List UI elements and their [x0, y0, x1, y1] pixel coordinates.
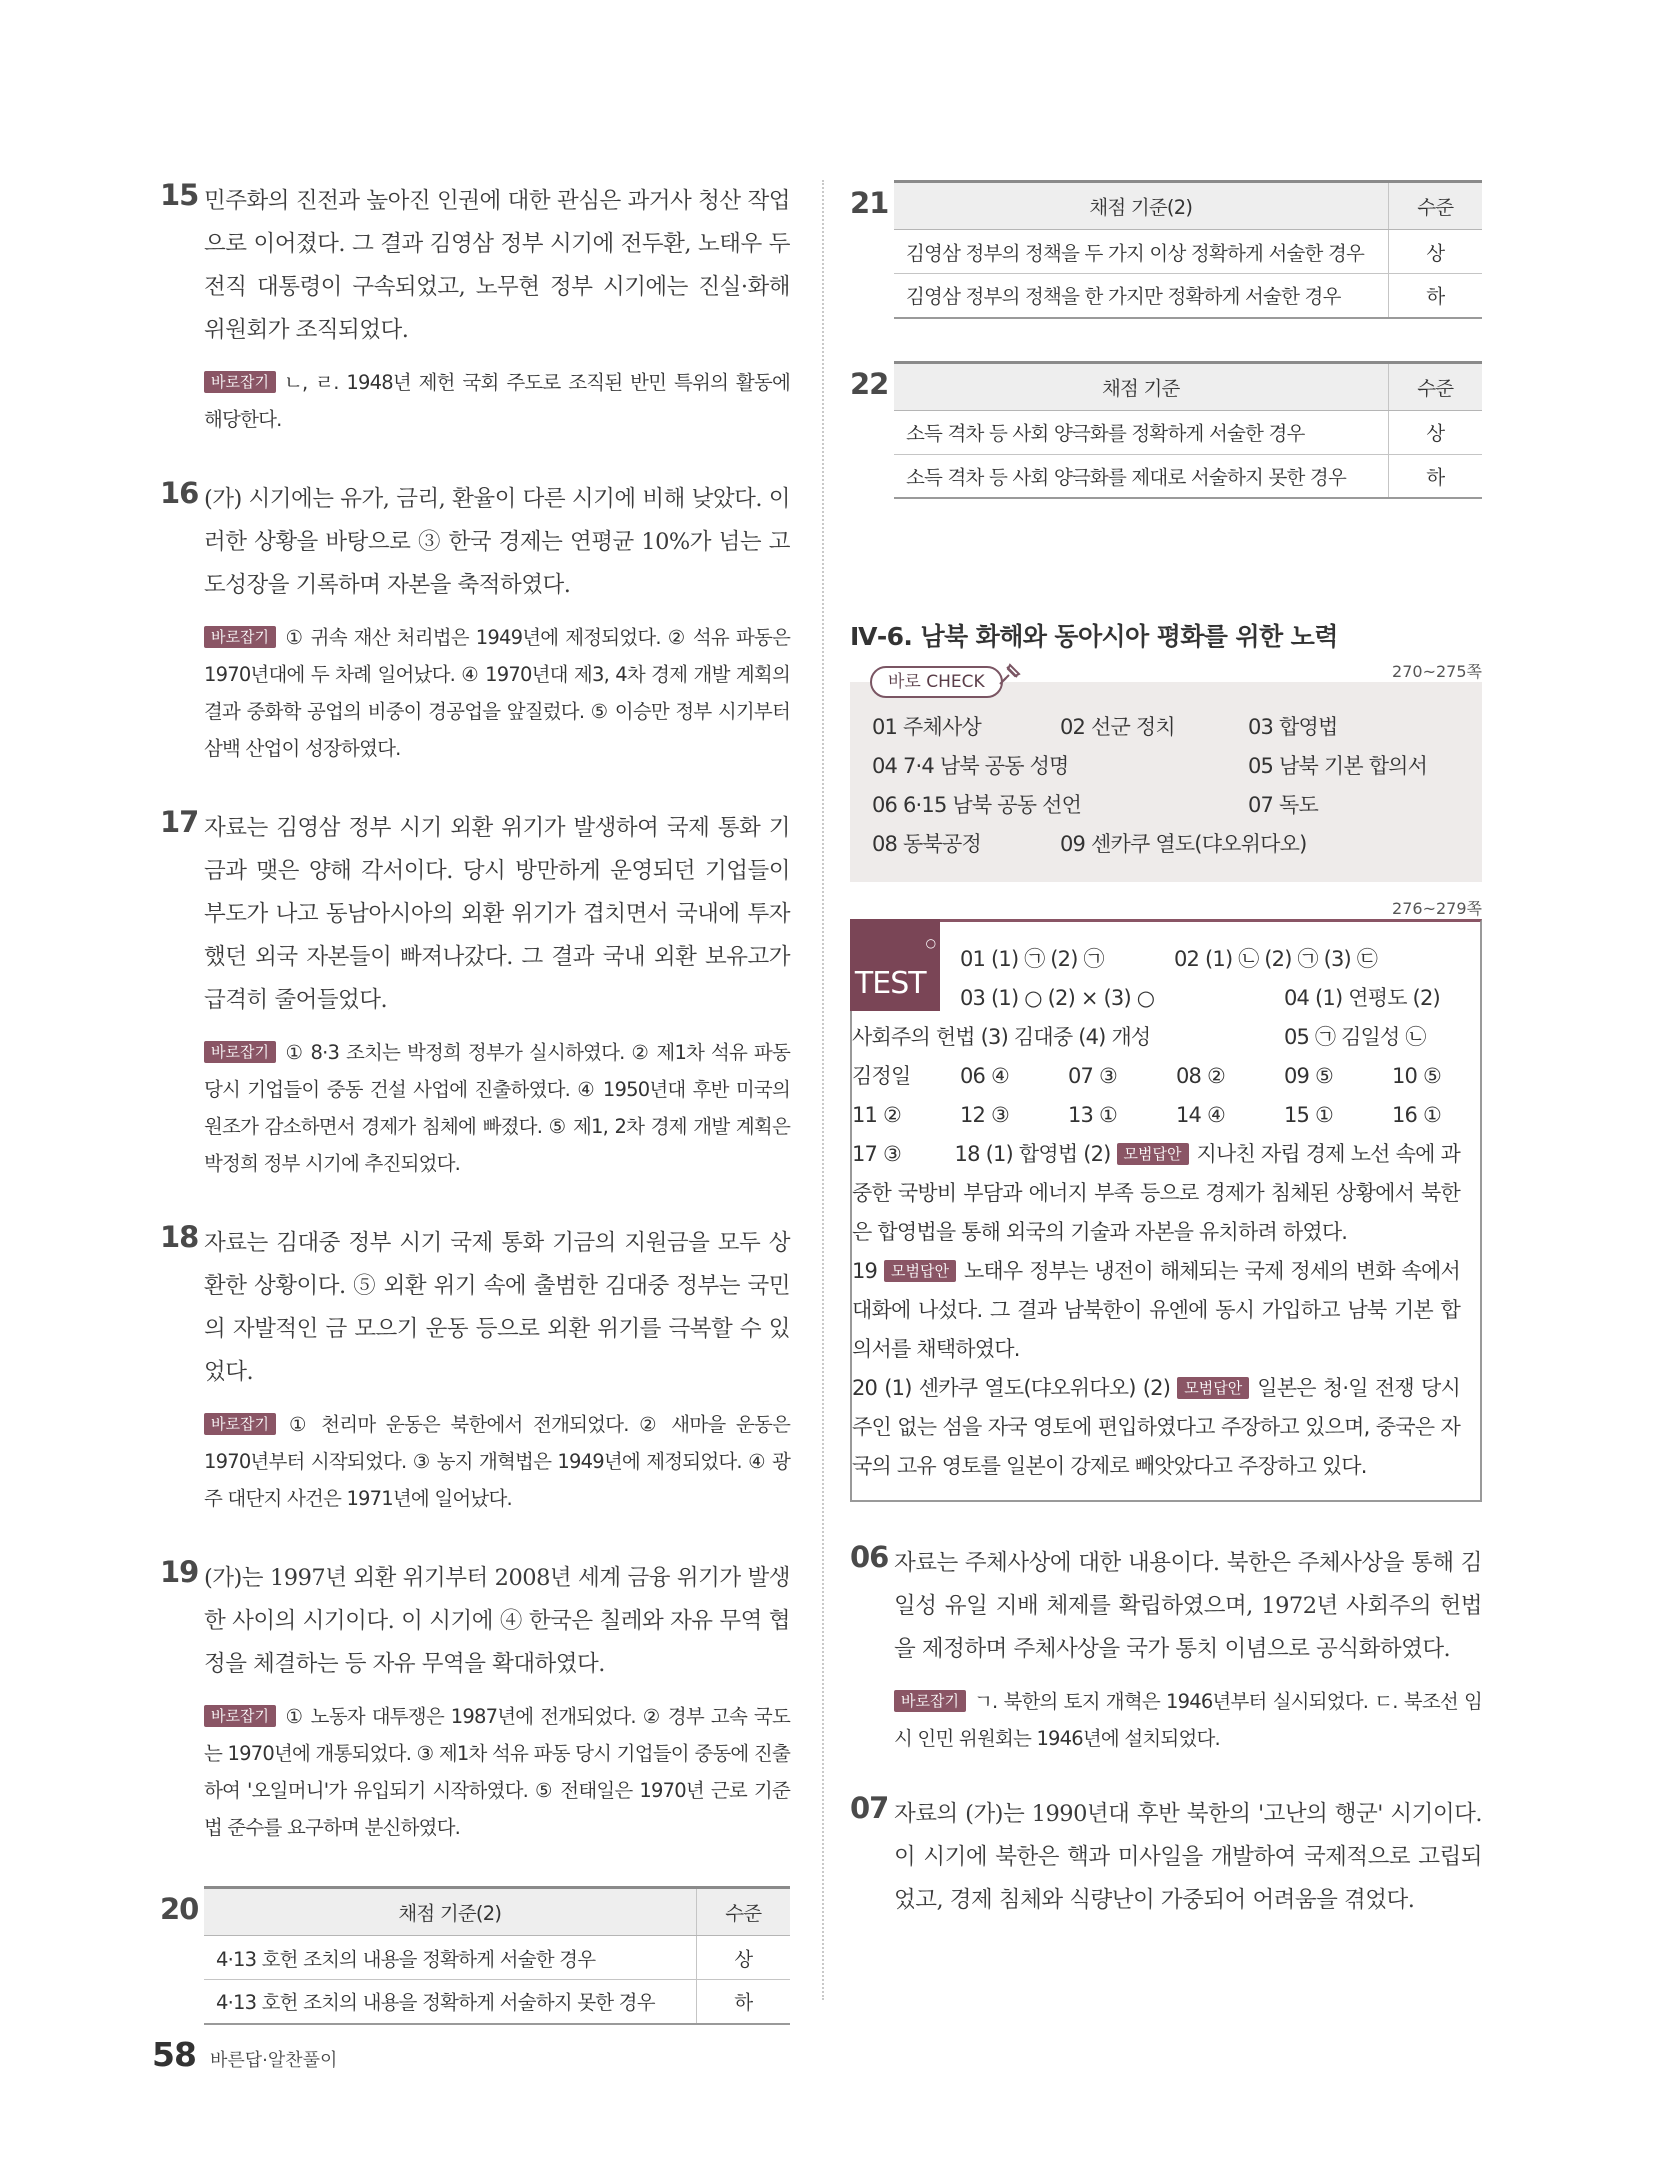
check-item: 03 합영법	[1248, 715, 1338, 739]
correction-tag: 바로잡기	[204, 371, 276, 393]
model-answer-tag: 모범답안	[1177, 1377, 1249, 1399]
level-cell: 상	[1388, 410, 1482, 454]
correction-text: ㄱ. 북한의 토지 개혁은 1946년부터 실시되었다. ㄷ. 북조선 임시 인민 위원회는 1946년에 설치되었다.	[894, 1690, 1482, 1750]
question-22	[850, 361, 1482, 500]
criteria-header: 채점 기준(2)	[204, 1888, 696, 1936]
question-07	[850, 1793, 1482, 1922]
correction-note	[204, 1698, 790, 1846]
section-title: Ⅳ-6. 남북 화해와 동아시아 평화를 위한 노력	[850, 622, 1338, 651]
right-column	[850, 180, 1482, 1922]
table-row	[894, 410, 1482, 454]
question-19	[160, 1557, 790, 1846]
question-18	[160, 1222, 790, 1517]
question-number: 21	[850, 186, 889, 220]
question-number: 18	[160, 1220, 199, 1254]
question-number: 19	[160, 1555, 199, 1589]
page-range-check: 270~275쪽	[1392, 662, 1482, 681]
question-number: 06	[850, 1540, 889, 1574]
answer-explanation: 자료는 주체사상에 대한 내용이다. 북한은 주체사상을 통해 김일성 유일 지배 체제를 확립하였으며, 1972년 사회주의 헌법을 제정하며 주체사상을 국가 통치 이념으로 공식화하였다.	[894, 1550, 1482, 1662]
question-17	[160, 807, 790, 1182]
check-row	[872, 825, 1460, 864]
question-number: 22	[850, 366, 889, 401]
column-divider	[822, 180, 824, 2000]
book-title: 바른답·알찬풀이	[209, 2050, 338, 2071]
correction-note	[204, 1406, 790, 1517]
check-item: 01 주체사상	[872, 715, 981, 739]
correction-note	[204, 364, 790, 438]
check-badge: 바로 CHECK	[870, 666, 1003, 698]
question-number: 16	[160, 476, 199, 510]
answer-explanation: 자료의 (가)는 1990년대 후반 북한의 '고난의 행군' 시기이다. 이 시기에 북한은 핵과 미사일을 개발하여 국제적으로 고립되었고, 경제 침체와 식량난이 가중되어 어려움을 겪었다.	[894, 1801, 1482, 1913]
level-header: 수준	[1388, 362, 1482, 410]
criteria-header: 채점 기준	[894, 362, 1388, 410]
check-item: 05 남북 기본 합의서	[1248, 754, 1428, 778]
correction-tag: 바로잡기	[204, 1041, 276, 1063]
criteria-header: 채점 기준(2)	[894, 182, 1388, 230]
level-cell: 상	[1388, 230, 1482, 274]
answer-explanation: 자료는 김영삼 정부 시기 외환 위기가 발생하여 국제 통화 기금과 맺은 양해 각서이다. 당시 방만하게 운영되던 기업들이 부도가 나고 동남아시아의 외환 위기가 겹치면서 국내에 투자했던 외국 자본들이 빠져나갔다. 그 결과 국내 외환 보유고가 급격히 줄어들었다.	[204, 815, 790, 1013]
answer-explanation: 자료는 김대중 정부 시기 국제 통화 기금의 지원금을 모두 상환한 상황이다. ⑤ 외환 위기 속에 출범한 김대중 정부는 국민의 자발적인 금 모으기 운동 등으로 외환 위기를 극복할 수 있었다.	[204, 1230, 790, 1385]
correction-note	[894, 1683, 1482, 1757]
correction-text: ① 노동자 대투쟁은 1987년에 전개되었다. ② 경부 고속 국도는 1970년에 개통되었다. ③ 제1차 석유 파동 당시 기업들이 중동에 진출하여 '오일머니'가 유입되기 시작하였다. ⑤ 전태일은 1970년 근로 기준법 준수를 요구하며 분신하였다.	[204, 1705, 790, 1839]
test-badge: TEST ○	[850, 919, 940, 1011]
question-number: 17	[160, 805, 199, 839]
criteria-cell: 김영삼 정부의 정책을 한 가지만 정확하게 서술한 경우	[894, 274, 1388, 318]
grading-table	[894, 361, 1482, 500]
check-item: 04 7·4 남북 공동 성명	[872, 754, 1069, 778]
criteria-cell: 4·13 호헌 조치의 내용을 정확하게 서술한 경우	[204, 1936, 696, 1980]
page-range-test: 276~279쪽	[1392, 899, 1482, 918]
correction-note	[204, 1034, 790, 1182]
left-column	[160, 180, 790, 2025]
level-cell: 하	[1388, 274, 1482, 318]
level-cell: 상	[696, 1936, 790, 1980]
table-row	[204, 1980, 790, 2024]
criteria-cell: 4·13 호헌 조치의 내용을 정확하게 서술하지 못한 경우	[204, 1980, 696, 2024]
check-item: 07 독도	[1248, 793, 1318, 817]
answer-explanation: (가)는 1997년 외환 위기부터 2008년 세계 금융 위기가 발생한 사이의 시기이다. 이 시기에 ④ 한국은 칠레와 자유 무역 협정을 체결하는 등 자유 무역을 확대하였다.	[204, 1565, 790, 1677]
question-20	[160, 1886, 790, 2025]
model-answer-tag: 모범답안	[1117, 1143, 1189, 1165]
answer-explanation: 민주화의 진전과 높아진 인권에 대한 관심은 과거사 청산 작업으로 이어졌다. 그 결과 김영삼 정부 시기에 전두환, 노태우 두 전직 대통령이 구속되었고, 노무현 정부 시기에는 진실·화해 위원회가 조직되었다.	[204, 188, 790, 343]
table-row	[894, 274, 1482, 318]
level-header: 수준	[1388, 182, 1482, 230]
correction-text: ① 8·3 조치는 박정희 정부가 실시하였다. ② 제1차 석유 파동 당시 기업들이 중동 건설 사업에 진출하였다. ④ 1950년대 후반 미국의 원조가 감소하면서 경제가 침체에 빠졌다. ⑤ 제1, 2차 경제 개발 계획은 박정희 정부 시기에 추진되었다.	[204, 1041, 790, 1175]
correction-text: ㄴ, ㄹ. 1948년 제헌 국회 주도로 조직된 반민 특위의 활동에 해당한다.	[204, 371, 790, 431]
check-item: 06 6·15 남북 공동 선언	[872, 793, 1082, 817]
level-header: 수준	[696, 1888, 790, 1936]
correction-tag: 바로잡기	[204, 626, 276, 648]
test-answer-19: 19 모범답안 노태우 정부는 냉전이 해체되는 국제 정세의 변화 속에서 대화에 나섰다. 그 결과 남북한이 유엔에 동시 가입하고 남북 기본 합의서를 채택하였다.	[852, 1259, 1460, 1361]
question-number: 07	[850, 1791, 889, 1825]
check-row	[872, 786, 1460, 825]
test-line: 01 (1) ㉠ (2) ㉠ 02 (1) ㉡ (2) ㉠ (3) ㉢	[960, 947, 1378, 971]
correction-text: ① 귀속 재산 처리법은 1949년에 제정되었다. ② 석유 파동은 1970년대에 두 차례 일어났다. ④ 1970년대 제3, 4차 경제 개발 계획의 결과 중화학 공업의 비중이 경공업을 앞질렀다. ⑤ 이승만 정부 시기부터 삼백 산업이 성장하였다.	[204, 626, 790, 760]
question-16	[160, 478, 790, 767]
test-line: 김정일 06 ④ 07 ③ 08 ② 09 ⑤ 10 ⑤	[852, 1064, 1442, 1088]
check-box	[850, 672, 1482, 882]
question-15	[160, 180, 790, 438]
page-number: 58	[152, 2035, 196, 2074]
check-item: 02 선군 정치	[1060, 715, 1175, 739]
test-answer-20: 20 (1) 센카쿠 열도(댜오위다오) (2) 모범답안 일본은 청·일 전쟁 당시 주인 없는 섬을 자국 영토에 편입하였다고 주장하고 있으며, 중국은 자국의 고유 영토를 일본이 강제로 빼앗았다고 주장하고 있다.	[852, 1376, 1461, 1478]
answer-explanation: (가) 시기에는 유가, 금리, 환율이 다른 시기에 비해 낮았다. 이러한 상황을 바탕으로 ③ 한국 경제는 연평균 10%가 넘는 고도성장을 기록하며 자본을 축적하였다.	[204, 486, 790, 598]
check-item: 08 동북공정	[872, 832, 981, 856]
check-row	[872, 747, 1460, 786]
criteria-cell: 김영삼 정부의 정책을 두 가지 이상 정확하게 서술한 경우	[894, 230, 1388, 274]
test-line: 03 (1) ○ (2) × (3) ○ 04 (1) 연평도 (2)	[960, 986, 1440, 1010]
criteria-cell: 소득 격차 등 사회 양극화를 제대로 서술하지 못한 경우	[894, 454, 1388, 498]
grading-table	[204, 1886, 790, 2025]
test-answer-17-18: 17 ③ 18 (1) 합영법 (2) 모범답안 지나친 자립 경제 노선 속에 과중한 국방비 부담과 에너지 부족 등으로 경제가 침체된 상황에서 북한은 합영법을 통해 외국의 기술과 자본을 유치하려 하였다.	[852, 1142, 1460, 1244]
criteria-cell: 소득 격차 등 사회 양극화를 정확하게 서술한 경우	[894, 410, 1388, 454]
level-cell: 하	[1388, 454, 1482, 498]
table-row	[204, 1936, 790, 1980]
question-21	[850, 180, 1482, 319]
question-number: 20	[160, 1892, 199, 1926]
question-number: 15	[160, 178, 199, 212]
table-row	[894, 230, 1482, 274]
check-item: 09 센카쿠 열도(댜오위다오)	[1060, 832, 1307, 856]
test-box	[850, 919, 1482, 1502]
level-cell: 하	[696, 1980, 790, 2024]
model-answer-tag: 모범답안	[884, 1260, 956, 1282]
correction-note	[204, 619, 790, 767]
page-footer	[152, 2035, 337, 2074]
correction-text: ① 천리마 운동은 북한에서 전개되었다. ② 새마을 운동은 1970년부터 시작되었다. ③ 농지 개혁법은 1949년에 제정되었다. ④ 광주 대단지 사건은 1971년에 일어났다.	[204, 1413, 790, 1510]
grading-table	[894, 180, 1482, 319]
test-line: 사회주의 헌법 (3) 김대중 (4) 개성 05 ㉠ 김일성 ㉡	[852, 1025, 1426, 1049]
test-line: 11 ② 12 ③ 13 ① 14 ④ 15 ① 16 ①	[852, 1103, 1442, 1127]
check-row	[872, 708, 1460, 747]
correction-tag: 바로잡기	[204, 1705, 276, 1727]
correction-tag: 바로잡기	[894, 1690, 966, 1712]
correction-tag: 바로잡기	[204, 1413, 276, 1435]
pin-icon	[995, 659, 1025, 702]
question-06	[850, 1542, 1482, 1757]
check-header	[862, 666, 1460, 704]
table-row	[894, 454, 1482, 498]
